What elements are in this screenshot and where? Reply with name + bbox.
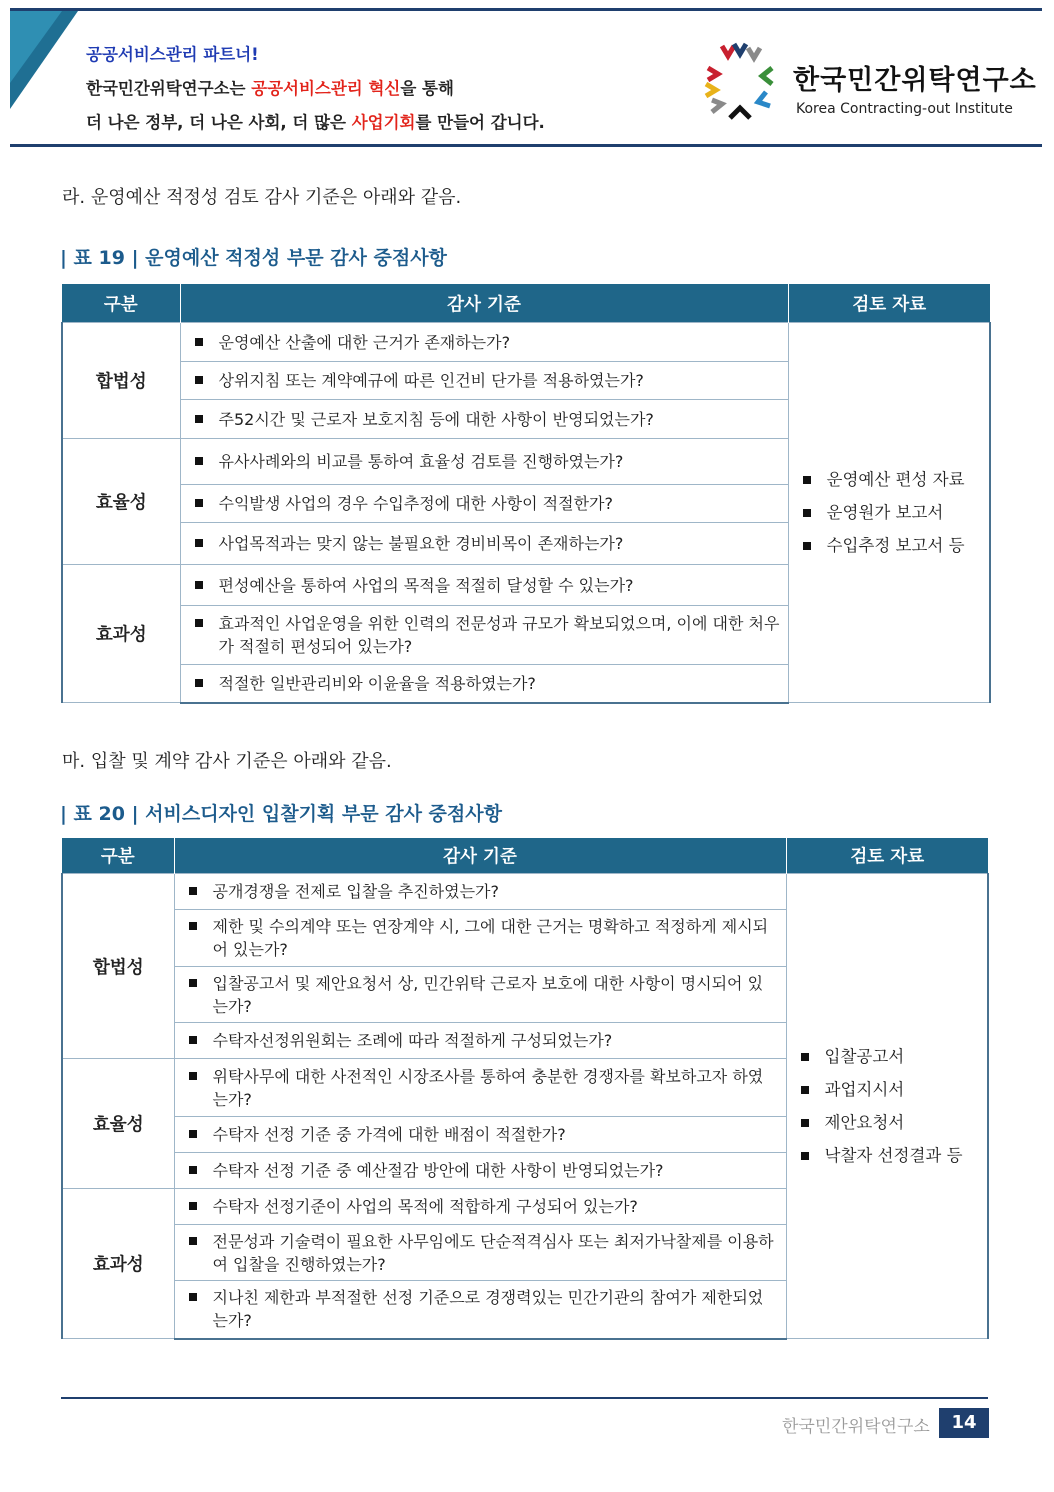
bullet-icon [189,1293,197,1301]
criteria-cell: 적절한 일반관리비와 이윤율을 적용하였는가? [180,665,788,703]
section-ra-text: 라. 운영예산 적정성 검토 감사 기준은 아래와 같음. [62,187,462,208]
criteria-cell: 제한 및 수의계약 또는 연장계약 시, 그에 대한 근거는 명확하고 적정하게 제시되어 있는가? [174,910,786,967]
criteria-cell: 사업목적과는 맞지 않는 불필요한 경비비목이 존재하는가? [180,523,788,565]
footer-rule [61,1397,988,1399]
table20-caption: | 표 20 | 서비스디자인 입찰기획 부문 감사 중점사항 [60,803,502,825]
category-cell: 효과성 [62,1189,174,1339]
tagline-line-1: 공공서비스관리 파트너! [86,45,259,64]
category-cell: 효율성 [62,1059,174,1189]
table20-header-category: 구분 [62,838,174,874]
category-cell: 효과성 [62,565,180,703]
table19-header-row [62,284,990,323]
reference-item: 제안요청서 [801,1106,988,1139]
header-top-rule [10,8,1042,11]
criteria-cell: 편성예산을 통하여 사업의 목적을 적절히 달성할 수 있는가? [180,565,788,606]
criteria-cell: 유사사례와의 비교를 통하여 효율성 검토를 진행하였는가? [180,439,788,485]
bullet-icon [189,1036,197,1044]
reference-item: 운영예산 편성 자료 [803,463,990,496]
tagline-line-3: 더 나은 정부, 더 나은 사회, 더 많은 사업기회를 만들어 갑니다. [86,113,545,132]
references-cell [788,323,990,703]
criteria-cell: 전문성과 기술력이 필요한 사무임에도 단순적격심사 또는 최저가낙찰제를 이용하여 입찰을 진행하였는가? [174,1225,786,1281]
criteria-cell: 입찰공고서 및 제안요청서 상, 민간위탁 근로자 보호에 대한 사항이 명시되어 있는가? [174,967,786,1023]
criteria-cell: 수탁자 선정기준이 사업의 목적에 적합하게 구성되어 있는가? [174,1189,786,1225]
bullet-icon [803,509,811,517]
footer-org-name: 한국민간위탁연구소 [782,1417,930,1437]
criteria-cell: 지나친 제한과 부적절한 선정 기준으로 경쟁력있는 민간기관의 참여가 제한되었는가? [174,1281,786,1339]
table-row [62,323,990,362]
reference-item: 수입추정 보고서 등 [803,529,990,562]
bullet-icon [195,499,203,507]
bullet-icon [189,1072,197,1080]
reference-item: 운영원가 보고서 [803,496,990,529]
table-row [62,874,988,910]
bullet-icon [801,1053,809,1061]
bullet-icon [189,1237,197,1245]
references-cell [786,874,988,1339]
table19-header-references: 검토 자료 [788,284,990,323]
bullet-icon [803,542,811,550]
criteria-cell: 효과적인 사업운영을 위한 인력의 전문성과 규모가 확보되었으며, 이에 대한 처우가 적절히 편성되어 있는가? [180,606,788,665]
bullet-icon [189,922,197,930]
criteria-cell: 상위지침 또는 계약예규에 따른 인건비 단가를 적용하였는가? [180,362,788,400]
bullet-icon [801,1119,809,1127]
institute-logo-icon [700,40,780,120]
bullet-icon [195,539,203,547]
table20-header-row [62,838,988,874]
criteria-cell: 수익발생 사업의 경우 수입추정에 대한 사항이 적절한가? [180,485,788,523]
bullet-icon [195,581,203,589]
tagline-line-2: 한국민간위탁연구소는 공공서비스관리 혁신을 통해 [86,79,454,98]
reference-item: 낙찰자 선정결과 등 [801,1139,988,1172]
criteria-cell: 주52시간 및 근로자 보호지침 등에 대한 사항이 반영되었는가? [180,400,788,439]
reference-item: 과업지시서 [801,1073,988,1106]
bullet-icon [189,1202,197,1210]
bullet-icon [189,1130,197,1138]
bullet-icon [195,679,203,687]
bullet-icon [801,1152,809,1160]
category-cell: 합법성 [62,323,180,439]
brand-name-korean: 한국민간위탁연구소 [793,65,1037,96]
criteria-cell: 공개경쟁을 전제로 입찰을 추진하였는가? [174,874,786,910]
category-cell: 효율성 [62,439,180,565]
bullet-icon [195,376,203,384]
bullet-icon [195,619,203,627]
table19-caption: | 표 19 | 운영예산 적정성 부문 감사 중점사항 [60,247,447,269]
section-ma-text: 마. 입찰 및 계약 감사 기준은 아래와 같음. [62,751,392,772]
bullet-icon [195,457,203,465]
reference-item: 입찰공고서 [801,1040,988,1073]
criteria-cell: 위탁사무에 대한 사전적인 시장조사를 통하여 충분한 경쟁자를 확보하고자 하였는가? [174,1059,786,1117]
corner-accent [10,11,80,111]
table19-header-category: 구분 [62,284,180,323]
bullet-icon [801,1086,809,1094]
bullet-icon [189,1166,197,1174]
category-cell: 합법성 [62,874,174,1059]
table20-header-criteria: 감사 기준 [174,838,786,874]
header-tagline [86,38,545,140]
criteria-cell: 수탁자 선정 기준 중 예산절감 방안에 대한 사항이 반영되었는가? [174,1153,786,1189]
page-number: 14 [939,1408,989,1438]
bullet-icon [189,887,197,895]
bullet-icon [195,338,203,346]
brand-name-english: Korea Contracting-out Institute [796,101,1013,117]
criteria-cell: 운영예산 산출에 대한 근거가 존재하는가? [180,323,788,362]
bullet-icon [803,476,811,484]
table20 [61,838,989,1340]
table20-header-references: 검토 자료 [786,838,988,874]
criteria-cell: 수탁자 선정 기준 중 가격에 대한 배점이 적절한가? [174,1117,786,1153]
criteria-cell: 수탁자선정위원회는 조례에 따라 적절하게 구성되었는가? [174,1023,786,1059]
header-bottom-rule [10,144,1042,147]
bullet-icon [189,979,197,987]
table19 [61,284,991,704]
bullet-icon [195,415,203,423]
table19-header-criteria: 감사 기준 [180,284,788,323]
